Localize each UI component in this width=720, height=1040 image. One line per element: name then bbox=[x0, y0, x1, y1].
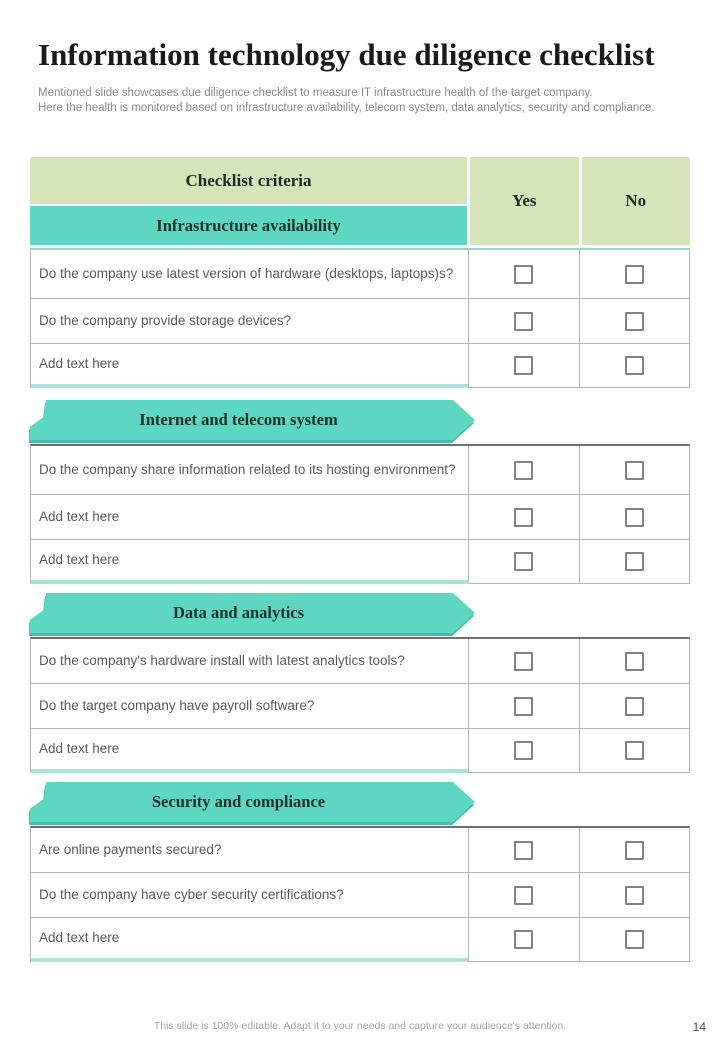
yes-checkbox[interactable] bbox=[514, 930, 533, 949]
table-row bbox=[31, 495, 689, 540]
question-cell: Add text here bbox=[31, 918, 468, 962]
yes-cell bbox=[468, 639, 579, 683]
table-row bbox=[31, 344, 689, 388]
table-infrastructure bbox=[30, 248, 690, 388]
checklist-table-header bbox=[30, 157, 690, 245]
section-banner-telecom bbox=[30, 400, 475, 440]
no-cell bbox=[579, 873, 690, 917]
yes-cell bbox=[468, 344, 579, 388]
no-checkbox[interactable] bbox=[625, 508, 644, 527]
table-row bbox=[31, 540, 689, 584]
no-cell bbox=[579, 729, 690, 773]
table-row bbox=[31, 299, 689, 344]
no-checkbox[interactable] bbox=[625, 312, 644, 331]
criteria-column-header bbox=[30, 157, 467, 245]
table-row bbox=[31, 918, 689, 962]
footer-note: This slide is 100% editable. Adapt it to your needs and capture your audience's attention. bbox=[153, 1020, 567, 1032]
no-cell bbox=[579, 918, 690, 962]
table-row bbox=[31, 828, 689, 873]
no-checkbox[interactable] bbox=[625, 265, 644, 284]
question-cell: Do the company use latest version of hardware (desktops, laptops)s? bbox=[39, 266, 454, 282]
yes-cell bbox=[468, 729, 579, 773]
yes-checkbox[interactable] bbox=[514, 697, 533, 716]
yes-cell bbox=[468, 828, 579, 872]
table-telecom bbox=[30, 444, 690, 584]
yes-cell bbox=[468, 299, 579, 343]
table-analytics bbox=[30, 637, 690, 773]
section-title: Internet and telecom system bbox=[139, 410, 338, 429]
no-cell bbox=[579, 540, 690, 584]
table-row bbox=[31, 729, 689, 773]
no-cell bbox=[579, 299, 690, 343]
section-title: Data and analytics bbox=[172, 603, 305, 622]
yes-cell bbox=[468, 250, 579, 298]
yes-cell bbox=[468, 446, 579, 494]
no-checkbox[interactable] bbox=[625, 886, 644, 905]
yes-checkbox[interactable] bbox=[514, 886, 533, 905]
no-cell bbox=[579, 250, 690, 298]
yes-checkbox[interactable] bbox=[514, 652, 533, 671]
question-cell: Are online payments secured? bbox=[39, 842, 222, 858]
table-security bbox=[30, 826, 690, 962]
no-cell bbox=[579, 828, 690, 872]
question-cell: Do the company have cyber security certifications? bbox=[39, 887, 344, 903]
subtitle-line-2: Here the health is monitored based on infrastructure availability, telecom system, data analytics, security and compliance. bbox=[38, 101, 655, 114]
yes-cell bbox=[468, 684, 579, 728]
page-title: Information technology due diligence checklist bbox=[38, 37, 655, 72]
no-cell bbox=[579, 684, 690, 728]
table-row bbox=[31, 873, 689, 918]
question-cell: Add text here bbox=[31, 729, 468, 773]
no-checkbox[interactable] bbox=[625, 697, 644, 716]
no-checkbox[interactable] bbox=[625, 356, 644, 375]
yes-checkbox[interactable] bbox=[514, 508, 533, 527]
yes-checkbox[interactable] bbox=[514, 312, 533, 331]
no-checkbox[interactable] bbox=[625, 841, 644, 860]
no-header-cell: No bbox=[582, 157, 691, 245]
table-row bbox=[31, 250, 689, 299]
table-row bbox=[31, 684, 689, 729]
subtitle-line-1: Mentioned slide showcases due diligence checklist to measure IT infrastructure health of the target company. bbox=[38, 87, 593, 99]
section-title: Security and compliance bbox=[151, 792, 326, 811]
no-checkbox[interactable] bbox=[625, 930, 644, 949]
question-cell: Add text here bbox=[39, 509, 120, 525]
question-cell: Do the target company have payroll software? bbox=[39, 698, 315, 714]
yes-checkbox[interactable] bbox=[514, 356, 533, 375]
no-cell bbox=[579, 639, 690, 683]
question-cell: Do the company's hardware install with latest analytics tools? bbox=[39, 653, 405, 669]
question-cell: Add text here bbox=[31, 344, 468, 388]
table-row bbox=[31, 639, 689, 684]
page-number: 14 bbox=[692, 1020, 706, 1034]
section-banner-infrastructure: Infrastructure availability bbox=[30, 206, 467, 245]
question-cell: Add text here bbox=[31, 540, 468, 584]
yes-checkbox[interactable] bbox=[514, 741, 533, 760]
no-checkbox[interactable] bbox=[625, 652, 644, 671]
yes-checkbox[interactable] bbox=[514, 265, 533, 284]
no-checkbox[interactable] bbox=[625, 741, 644, 760]
yes-header-cell: Yes bbox=[470, 157, 579, 245]
yes-checkbox[interactable] bbox=[514, 552, 533, 571]
section-banner-analytics bbox=[30, 593, 475, 633]
yes-checkbox[interactable] bbox=[514, 461, 533, 480]
criteria-header-cell: Checklist criteria bbox=[30, 157, 467, 204]
yes-cell bbox=[468, 873, 579, 917]
yes-cell bbox=[468, 495, 579, 539]
yes-cell bbox=[468, 918, 579, 962]
yes-cell bbox=[468, 540, 579, 584]
question-cell: Do the company provide storage devices? bbox=[39, 313, 292, 329]
table-row bbox=[31, 446, 689, 495]
no-cell bbox=[579, 344, 690, 388]
yes-checkbox[interactable] bbox=[514, 841, 533, 860]
no-checkbox[interactable] bbox=[625, 461, 644, 480]
page-subtitle bbox=[38, 86, 680, 115]
no-checkbox[interactable] bbox=[625, 552, 644, 571]
question-cell: Do the company share information related to its hosting environment? bbox=[39, 462, 456, 478]
section-banner-security bbox=[30, 782, 475, 822]
no-cell bbox=[579, 446, 690, 494]
no-cell bbox=[579, 495, 690, 539]
